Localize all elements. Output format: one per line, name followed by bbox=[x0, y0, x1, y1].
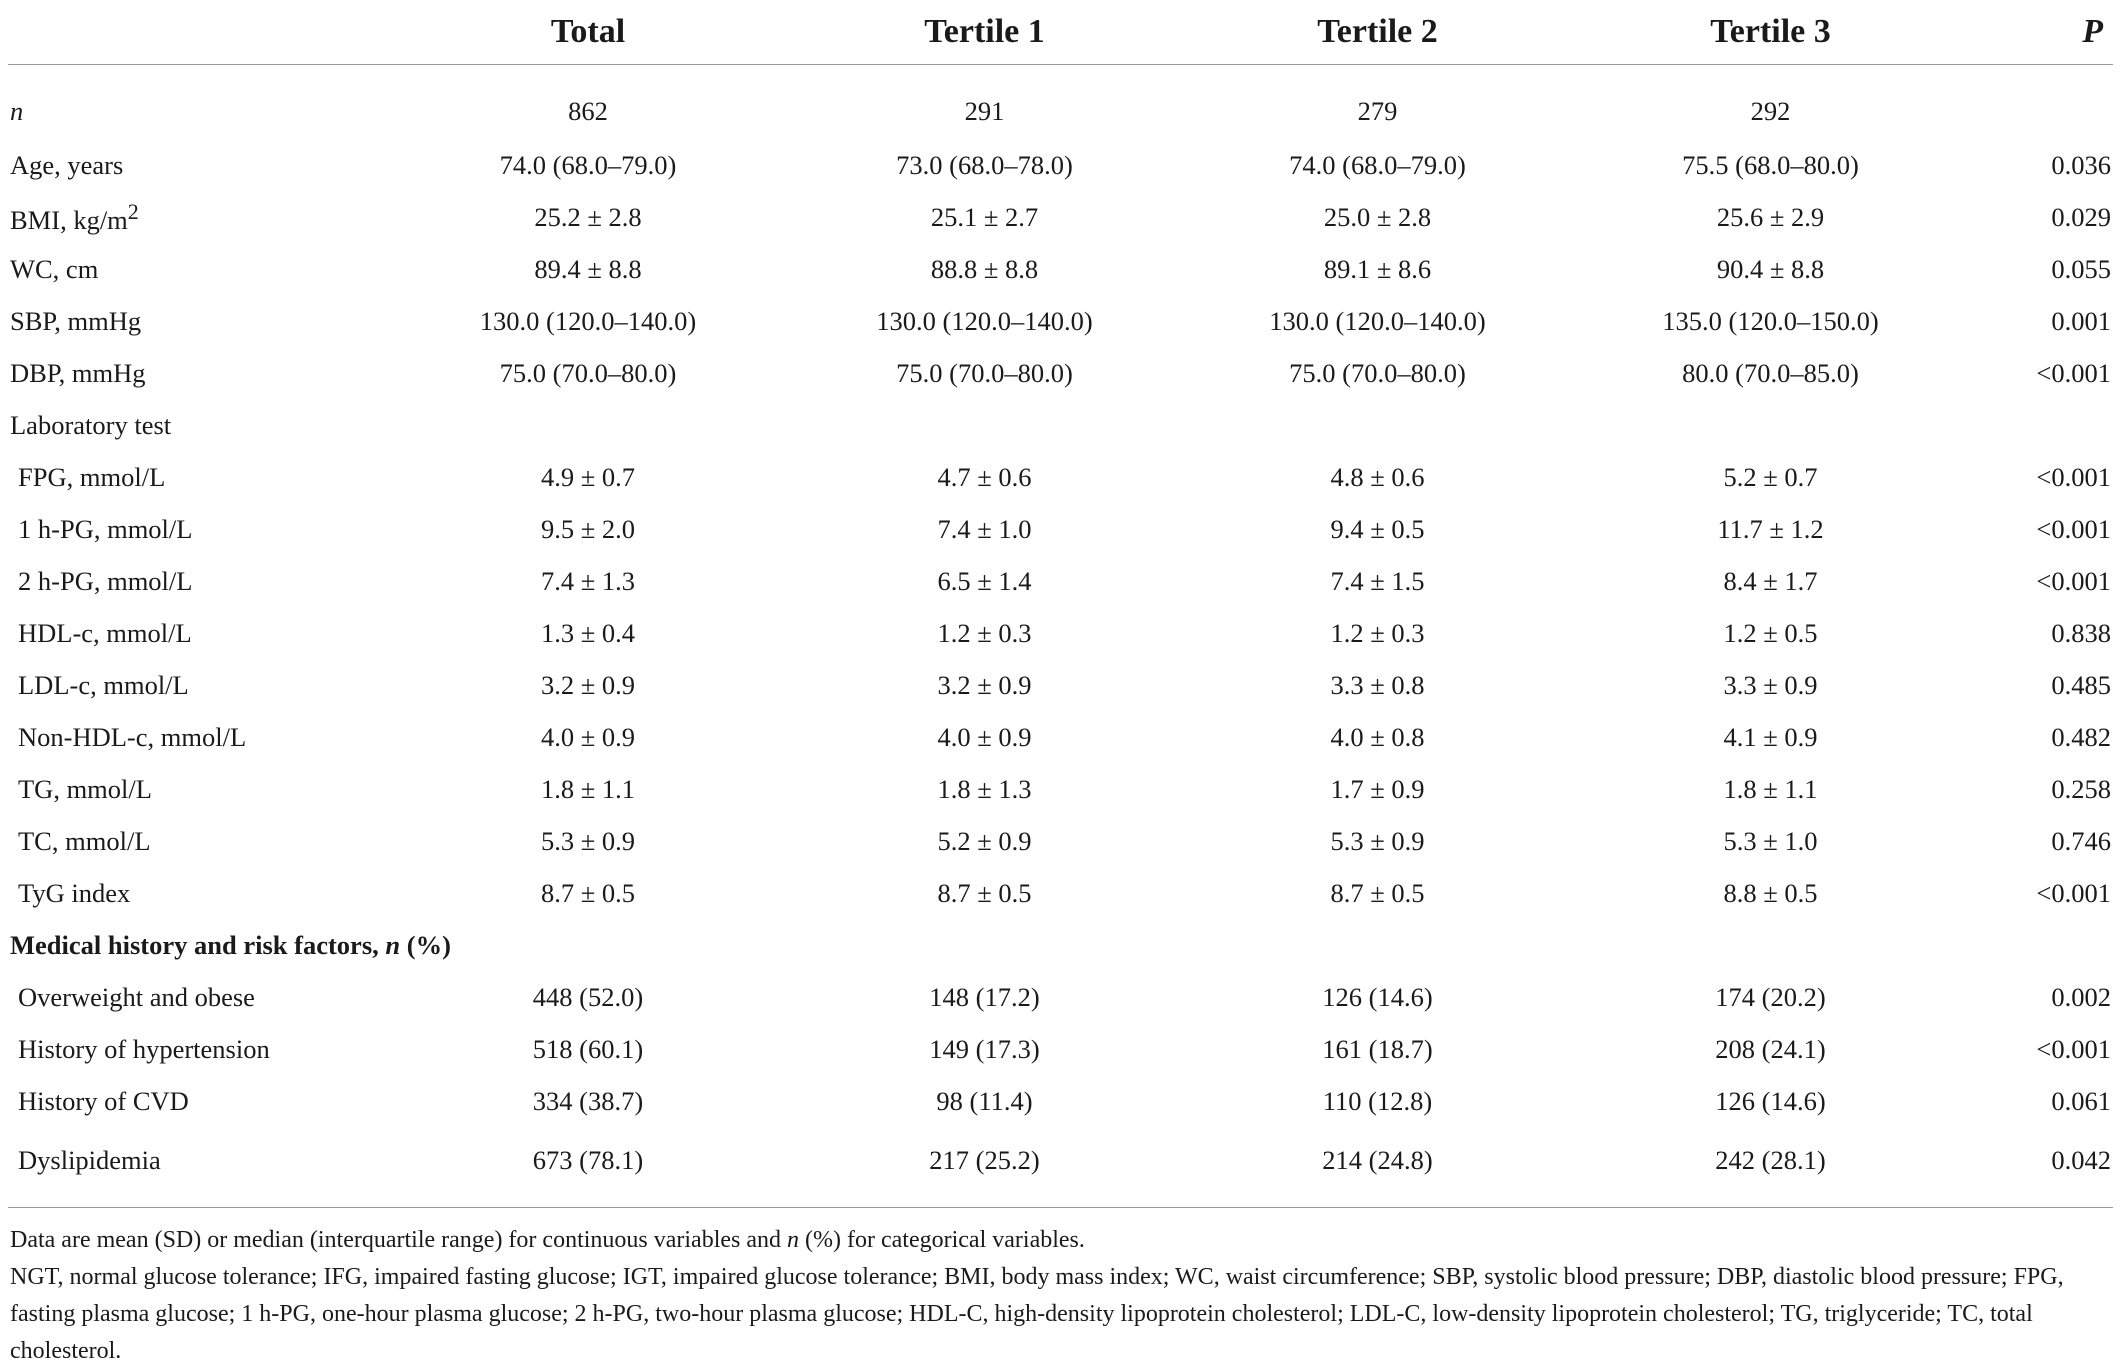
cell-tertile-3: 5.3 ± 1.0 bbox=[1723, 825, 1818, 856]
header-total: Total bbox=[388, 0, 788, 65]
cell-tertile-1: 291 bbox=[964, 95, 1005, 126]
cell-tertile-2: 4.8 ± 0.6 bbox=[1330, 461, 1425, 492]
cell-tertile-2: 75.0 (70.0–80.0) bbox=[1289, 357, 1466, 388]
footnote-n: n bbox=[787, 1227, 800, 1253]
footnote-data-description bbox=[10, 1222, 2113, 1259]
table-row bbox=[8, 1023, 2113, 1075]
cell-tertile-1: 88.8 ± 8.8 bbox=[930, 253, 1039, 284]
table-row bbox=[8, 243, 2113, 295]
header-tertile-3: Tertile 3 bbox=[1574, 0, 1967, 65]
row-label: History of hypertension bbox=[18, 1033, 270, 1064]
row-label: History of CVD bbox=[18, 1085, 189, 1116]
cell-tertile-2: 110 (12.8) bbox=[1322, 1085, 1433, 1116]
cell-tertile-1: 148 (17.2) bbox=[929, 981, 1040, 1012]
cell-tertile-1: 25.1 ± 2.7 bbox=[930, 201, 1039, 232]
row-label bbox=[8, 191, 388, 243]
cell-p-value: 0.055 bbox=[2051, 253, 2111, 284]
table-row bbox=[8, 711, 2113, 763]
cell-total: 518 (60.1) bbox=[532, 1033, 644, 1064]
table-container bbox=[8, 0, 2113, 1370]
header-label bbox=[8, 0, 388, 65]
cell-tertile-1: 73.0 (68.0–78.0) bbox=[896, 149, 1073, 180]
cell-total: 334 (38.7) bbox=[532, 1085, 644, 1116]
cell-p-value: <0.001 bbox=[2036, 877, 2111, 908]
cell-tertile-2: 4.0 ± 0.8 bbox=[1330, 721, 1425, 752]
cell-tertile-2: 1.7 ± 0.9 bbox=[1330, 773, 1425, 804]
cell-p-value: 0.029 bbox=[2051, 201, 2111, 232]
cell-total: 4.0 ± 0.9 bbox=[540, 721, 636, 752]
cell-p-value: <0.001 bbox=[2036, 461, 2111, 492]
cell-tertile-3: 292 bbox=[1750, 95, 1791, 126]
cell-total: 3.2 ± 0.9 bbox=[540, 669, 636, 700]
cell-tertile-2: 9.4 ± 0.5 bbox=[1330, 513, 1425, 544]
table-header-row bbox=[8, 0, 2113, 65]
row-label: Dyslipidemia bbox=[18, 1144, 161, 1175]
cell-tertile-3: 126 (14.6) bbox=[1715, 1085, 1826, 1116]
cell-total: 862 bbox=[568, 95, 608, 126]
row-label: WC, cm bbox=[10, 253, 99, 284]
table-row bbox=[8, 815, 2113, 867]
table-row bbox=[8, 347, 2113, 399]
cell-total: 74.0 (68.0–79.0) bbox=[499, 149, 677, 180]
cell-tertile-1: 6.5 ± 1.4 bbox=[937, 565, 1032, 596]
section-heading-laboratory: Laboratory test bbox=[10, 409, 172, 440]
cell-tertile-3: 208 (24.1) bbox=[1715, 1033, 1826, 1064]
row-label: TyG index bbox=[18, 877, 131, 908]
cell-tertile-2: 126 (14.6) bbox=[1322, 981, 1433, 1012]
cell-total: 89.4 ± 8.8 bbox=[534, 253, 642, 284]
cell-tertile-2: 8.7 ± 0.5 bbox=[1330, 877, 1425, 908]
cell-tertile-3: 135.0 (120.0–150.0) bbox=[1662, 305, 1879, 336]
row-label: DBP, mmHg bbox=[10, 357, 146, 388]
row-label: Non-HDL-c, mmol/L bbox=[18, 721, 247, 752]
table-footnotes bbox=[8, 1208, 2113, 1370]
footnote-abbreviations: NGT, normal glucose tolerance; IFG, impaired fasting glucose; IGT, impaired glucose tolerance; BMI, body mass index; WC, waist circumference; SBP, systolic blood pressure; DBP, diastolic blood pressure; FPG, fasting plasma glucose; 1 h-PG, one-hour plasma glucose; 2 h-PG, two-hour plasma glucose; HDL-C, high-density lipoprotein cholesterol; LDL-C, low-density lipoprotein cholesterol; TG, triglyceride; TC, total cholesterol. bbox=[10, 1264, 2064, 1364]
footnote-text-end: (%) for categorical variables. bbox=[799, 1227, 1085, 1253]
cell-tertile-3: 1.8 ± 1.1 bbox=[1723, 773, 1818, 804]
cell-total: 673 (78.1) bbox=[532, 1144, 644, 1175]
section-heading-medical-history bbox=[8, 919, 2113, 971]
cell-tertile-2: 89.1 ± 8.6 bbox=[1323, 253, 1432, 284]
cell-total: 8.7 ± 0.5 bbox=[540, 877, 636, 908]
cell-p-value: 0.042 bbox=[2051, 1144, 2111, 1175]
cell-tertile-3: 90.4 ± 8.8 bbox=[1716, 253, 1825, 284]
cell-tertile-3: 8.4 ± 1.7 bbox=[1723, 565, 1818, 596]
cell-tertile-2: 1.2 ± 0.3 bbox=[1330, 617, 1425, 648]
cell-p-value: 0.838 bbox=[2051, 617, 2111, 648]
cell-p-value: 0.746 bbox=[2051, 825, 2111, 856]
cell-tertile-1: 8.7 ± 0.5 bbox=[937, 877, 1032, 908]
row-label-text: BMI, kg/m bbox=[10, 204, 128, 235]
cell-tertile-1: 75.0 (70.0–80.0) bbox=[896, 357, 1073, 388]
table-row bbox=[8, 659, 2113, 711]
cell-p-value: 0.001 bbox=[2051, 305, 2111, 336]
section-row bbox=[8, 919, 2113, 971]
row-label: HDL-c, mmol/L bbox=[18, 617, 192, 648]
cell-tertile-3: 242 (28.1) bbox=[1715, 1144, 1826, 1175]
cell-tertile-1: 98 (11.4) bbox=[936, 1085, 1033, 1116]
cell-tertile-3: 174 (20.2) bbox=[1715, 981, 1826, 1012]
cell-tertile-3: 25.6 ± 2.9 bbox=[1716, 201, 1825, 232]
cell-tertile-3: 75.5 (68.0–80.0) bbox=[1682, 149, 1859, 180]
cell-tertile-3: 5.2 ± 0.7 bbox=[1723, 461, 1818, 492]
cell-tertile-2: 214 (24.8) bbox=[1322, 1144, 1433, 1175]
footnote-text: Data are mean (SD) or median (interquartile range) for continuous variables and bbox=[10, 1227, 788, 1253]
cell-total: 130.0 (120.0–140.0) bbox=[479, 305, 697, 336]
cell-total: 7.4 ± 1.3 bbox=[540, 565, 636, 596]
cell-p-value: <0.001 bbox=[2036, 513, 2111, 544]
cell-tertile-1: 4.0 ± 0.9 bbox=[937, 721, 1032, 752]
table-row bbox=[8, 867, 2113, 919]
cell-tertile-1: 130.0 (120.0–140.0) bbox=[876, 305, 1093, 336]
table-row bbox=[8, 191, 2113, 243]
row-label: n bbox=[10, 95, 24, 126]
cell-tertile-1: 7.4 ± 1.0 bbox=[937, 513, 1032, 544]
cell-total: 75.0 (70.0–80.0) bbox=[499, 357, 677, 388]
cell-tertile-2: 161 (18.7) bbox=[1322, 1033, 1433, 1064]
cell-total: 448 (52.0) bbox=[532, 981, 644, 1012]
cell-tertile-1: 4.7 ± 0.6 bbox=[937, 461, 1032, 492]
cell-total: 9.5 ± 2.0 bbox=[540, 513, 636, 544]
table-row bbox=[8, 971, 2113, 1023]
cell-p-value: <0.001 bbox=[2036, 357, 2111, 388]
cell-tertile-2: 3.3 ± 0.8 bbox=[1330, 669, 1425, 700]
cell-tertile-1: 1.2 ± 0.3 bbox=[937, 617, 1032, 648]
cell-p-value: 0.061 bbox=[2051, 1085, 2111, 1116]
row-label: Overweight and obese bbox=[18, 981, 255, 1012]
header-tertile-1: Tertile 1 bbox=[788, 0, 1181, 65]
cell-p-value: <0.001 bbox=[2036, 1033, 2111, 1064]
cell-tertile-3: 3.3 ± 0.9 bbox=[1723, 669, 1818, 700]
section-heading-n: n bbox=[385, 929, 401, 960]
cell-tertile-1: 149 (17.3) bbox=[929, 1033, 1040, 1064]
superscript: 2 bbox=[127, 198, 139, 224]
cell-tertile-3: 4.1 ± 0.9 bbox=[1723, 721, 1818, 752]
row-label: TC, mmol/L bbox=[18, 825, 151, 856]
row-label: LDL-c, mmol/L bbox=[18, 669, 189, 700]
cell-tertile-2: 25.0 ± 2.8 bbox=[1323, 201, 1432, 232]
table-row bbox=[8, 1127, 2113, 1207]
row-label: Age, years bbox=[10, 149, 124, 180]
cell-tertile-3: 1.2 ± 0.5 bbox=[1723, 617, 1818, 648]
table-row bbox=[8, 503, 2113, 555]
cell-tertile-1: 217 (25.2) bbox=[929, 1144, 1040, 1175]
cell-total: 5.3 ± 0.9 bbox=[540, 825, 636, 856]
cell-tertile-2: 279 bbox=[1357, 95, 1398, 126]
cell-total: 1.3 ± 0.4 bbox=[540, 617, 636, 648]
cell-tertile-3: 11.7 ± 1.2 bbox=[1717, 513, 1824, 544]
cell-tertile-2: 130.0 (120.0–140.0) bbox=[1269, 305, 1486, 336]
cell-p-value: 0.002 bbox=[2051, 981, 2111, 1012]
header-tertile-2: Tertile 2 bbox=[1181, 0, 1574, 65]
cell-tertile-3: 8.8 ± 0.5 bbox=[1723, 877, 1818, 908]
table-row bbox=[8, 139, 2113, 191]
section-heading-pct: (%) bbox=[400, 929, 451, 960]
cell-tertile-1: 5.2 ± 0.9 bbox=[937, 825, 1032, 856]
cell-p-value: 0.482 bbox=[2051, 721, 2111, 752]
header-p-value: P bbox=[1967, 0, 2113, 65]
row-label: 2 h-PG, mmol/L bbox=[18, 565, 193, 596]
table-row bbox=[8, 1075, 2113, 1127]
cell-tertile-3: 80.0 (70.0–85.0) bbox=[1682, 357, 1859, 388]
cell-total: 4.9 ± 0.7 bbox=[540, 461, 636, 492]
row-label: 1 h-PG, mmol/L bbox=[18, 513, 193, 544]
baseline-characteristics-table bbox=[8, 0, 2113, 1207]
cell-tertile-1: 1.8 ± 1.3 bbox=[937, 773, 1032, 804]
table-row bbox=[8, 763, 2113, 815]
cell-total: 1.8 ± 1.1 bbox=[540, 773, 636, 804]
cell-total: 25.2 ± 2.8 bbox=[534, 201, 642, 232]
row-label: TG, mmol/L bbox=[18, 773, 152, 804]
section-heading-text: Medical history and risk factors, bbox=[10, 929, 386, 960]
cell-p-value: 0.036 bbox=[2051, 149, 2111, 180]
table-row bbox=[8, 451, 2113, 503]
table-row bbox=[8, 65, 2113, 140]
cell-tertile-2: 5.3 ± 0.9 bbox=[1330, 825, 1425, 856]
cell-tertile-2: 74.0 (68.0–79.0) bbox=[1289, 149, 1466, 180]
cell-p-value: 0.485 bbox=[2051, 669, 2111, 700]
cell-tertile-2: 7.4 ± 1.5 bbox=[1330, 565, 1425, 596]
section-row bbox=[8, 399, 2113, 451]
table-row bbox=[8, 607, 2113, 659]
cell-tertile-1: 3.2 ± 0.9 bbox=[937, 669, 1032, 700]
cell-p-value: 0.258 bbox=[2051, 773, 2111, 804]
table-row bbox=[8, 555, 2113, 607]
row-label: FPG, mmol/L bbox=[18, 461, 166, 492]
table-row bbox=[8, 295, 2113, 347]
cell-p-value: <0.001 bbox=[2036, 565, 2111, 596]
row-label: SBP, mmHg bbox=[10, 305, 142, 336]
cell-p-value bbox=[1967, 65, 2113, 140]
